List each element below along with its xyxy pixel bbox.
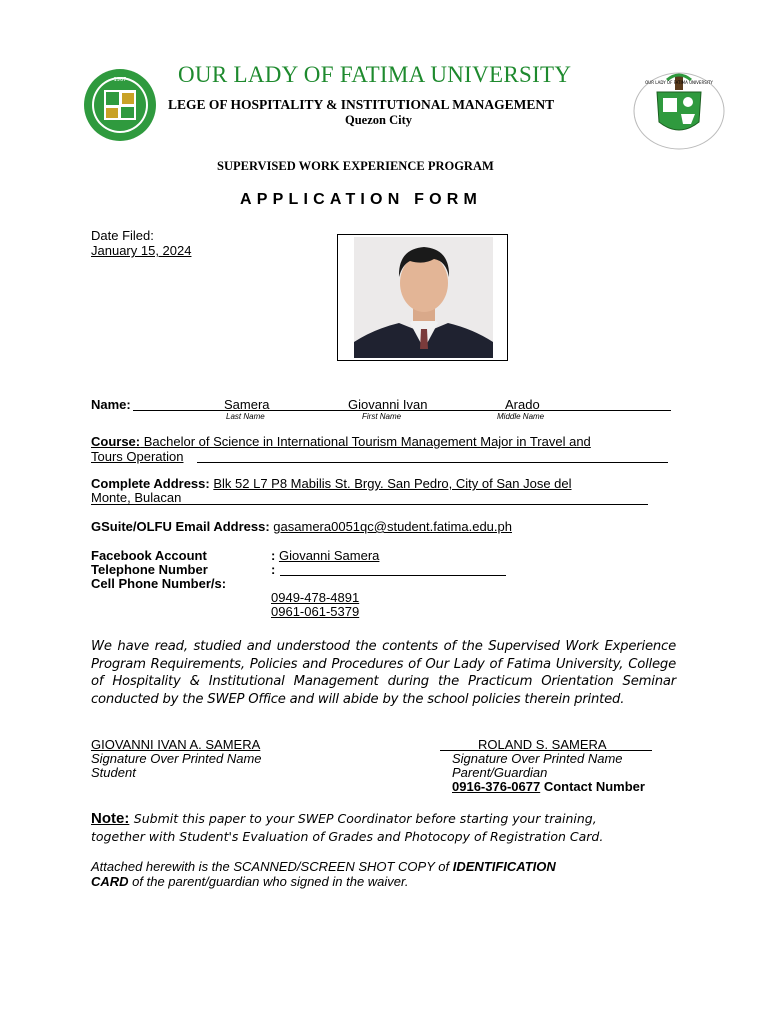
- university-seal-left: [82, 68, 158, 142]
- attachment-line-2: [91, 875, 408, 889]
- course-value-2: Tours Operation: [91, 449, 184, 464]
- telephone-label: Telephone Number: [91, 562, 208, 577]
- attachment-line-1: [91, 860, 556, 874]
- first-name-caption: First Name: [362, 412, 402, 421]
- email-value: gasamera0051qc@student.fatima.edu.ph: [273, 519, 512, 534]
- telephone-colon: :: [271, 562, 276, 577]
- note-label: Note:: [91, 810, 130, 827]
- address-label: Complete Address:: [91, 476, 210, 491]
- program-title: SUPERVISED WORK EXPERIENCE PROGRAM: [217, 159, 494, 173]
- college-seal-right: [633, 72, 725, 150]
- student-signature-caption: Signature Over Printed Name: [91, 751, 262, 766]
- facebook-colon: :: [271, 548, 276, 563]
- form-title: APPLICATION FORM: [240, 191, 483, 208]
- date-filed-label: Date Filed:: [91, 228, 154, 243]
- parent-printed-name: ROLAND S. SAMERA: [478, 737, 607, 752]
- note-line-1: [91, 810, 597, 828]
- applicant-photo: [354, 237, 493, 358]
- agreement-statement: We have read, studied and understood the contents of the Supervised Work Experience Program Requirements, Policies and Procedures of Our Lady of Fatima University, College of Hospitality & Institutional Management during the Practicum Orientation Seminar conducted by the SWEP Office and will abide by the school policies therein printed.: [91, 639, 676, 707]
- course-label: Course:: [91, 434, 141, 449]
- last-name-value: Samera: [224, 397, 270, 412]
- cell-number-1: 0949-478-4891: [271, 590, 360, 605]
- address-underline: [91, 504, 648, 505]
- student-role-caption: Student: [91, 765, 136, 780]
- attachment-bold-1: IDENTIFICATION: [452, 859, 556, 874]
- contact-number-label: Contact Number: [543, 779, 645, 794]
- parent-contact-row: [452, 780, 645, 794]
- applicant-photo-frame: [337, 234, 508, 361]
- middle-name-value: Arado: [505, 397, 540, 412]
- cell-label: Cell Phone Number/s:: [91, 576, 227, 591]
- attachment-text-2: of the parent/guardian who signed in the waiver.: [128, 874, 409, 889]
- parent-signature-caption: Signature Over Printed Name: [452, 751, 623, 766]
- cell-number-2: 0961-061-5379: [271, 604, 360, 619]
- attachment-text-1: Attached herewith is the SCANNED/SCREEN SHOT COPY of: [91, 859, 453, 874]
- university-name: OUR LADY OF FATIMA UNIVERSITY: [178, 62, 572, 87]
- svg-text:OUR LADY OF FATIMA UNIVERSITY: OUR LADY OF FATIMA UNIVERSITY: [645, 80, 713, 85]
- address-value-1: Blk 52 L7 P8 Mabilis St. Brgy. San Pedro, City of San Jose del: [213, 476, 572, 491]
- course-underline: [197, 462, 668, 463]
- address-line-1: [91, 477, 572, 491]
- facebook-value: Giovanni Samera: [278, 548, 380, 563]
- address-value-2: Monte, Bulacan: [91, 490, 182, 505]
- telephone-underline: [280, 575, 506, 576]
- student-printed-name: GIOVANNI IVAN A. SAMERA: [91, 737, 261, 752]
- svg-text:1967: 1967: [113, 77, 127, 83]
- name-label: Name:: [91, 397, 131, 412]
- college-name: LEGE OF HOSPITALITY & INSTITUTIONAL MANAGEMENT: [168, 97, 555, 112]
- date-filed-value: January 15, 2024: [91, 243, 192, 258]
- attachment-bold-2: CARD: [91, 874, 129, 889]
- email-label: GSuite/OLFU Email Address:: [91, 519, 270, 534]
- parent-role-caption: Parent/Guardian: [452, 765, 548, 780]
- parent-contact-number: 0916-376-0677: [452, 779, 541, 794]
- last-name-caption: Last Name: [226, 412, 265, 421]
- city: Quezon City: [345, 113, 413, 127]
- email-row: [91, 520, 512, 534]
- facebook-label: Facebook Account: [91, 548, 207, 563]
- first-name-value: Giovanni Ivan: [348, 397, 428, 412]
- note-text-1: Submit this paper to your SWEP Coordinator before starting your training,: [133, 811, 597, 826]
- facebook-row: [271, 549, 379, 563]
- middle-name-caption: Middle Name: [497, 412, 545, 421]
- note-text-2: together with Student's Evaluation of Grades and Photocopy of Registration Card.: [91, 829, 604, 844]
- course-line-1: [91, 435, 591, 449]
- course-value-1: Bachelor of Science in International Tourism Management Major in Travel and: [140, 434, 591, 449]
